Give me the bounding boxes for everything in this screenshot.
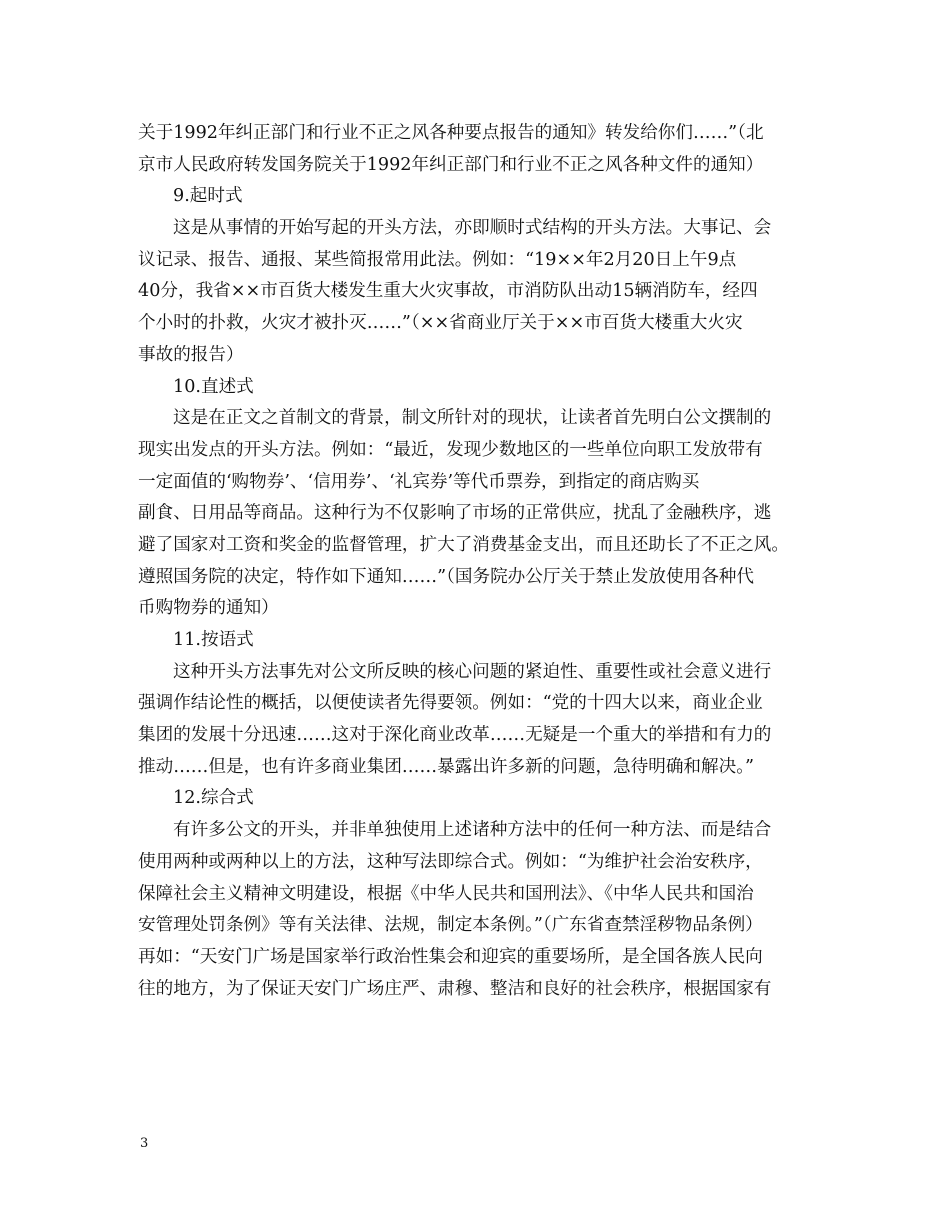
text-line: 11.按语式 — [173, 630, 254, 650]
text-line: 个小时的扑救，火灾才被扑灭……”（××省商业厅关于××市百货大楼重大火灾 — [138, 313, 743, 334]
text-line: 这种开头方法事先对公文所反映的核心问题的紧迫性、重要性或社会意义进行 — [173, 661, 772, 682]
text-line: 这是从事情的开始写起的开头方法，亦即顺时式结构的开头方法。大事记、会 — [173, 218, 772, 239]
text-line: 京市人民政府转发国务院关于1992年纠正部门和行业不正之风各种文件的通知） — [138, 154, 764, 175]
text-line: 议记录、报告、通报、某些简报常用此法。例如：“19××年2月20日上午9点 — [138, 249, 737, 270]
text-line: 现实出发点的开头方法。例如：“最近，发现少数地区的一些单位向职工发放带有 — [138, 439, 763, 460]
text-line: 强调作结论性的概括，以便使读者先得要领。例如：“党的十四大以来，商业企业 — [138, 693, 763, 714]
text-line: 事故的报告） — [138, 344, 244, 365]
text-line: 有许多公文的开头，并非单独使用上述诸种方法中的任何一种方法、而是结合 — [173, 820, 772, 841]
text-line: 币购物券的通知） — [138, 598, 279, 619]
page-number: 3 — [140, 1136, 149, 1151]
text-line: 40分，我省××市百货大楼发生重大火灾事故，市消防队出动15辆消防车，经四 — [138, 281, 758, 302]
document-body — [138, 118, 814, 1005]
text-line: 9.起时式 — [173, 186, 243, 207]
text-line: 集团的发展十分迅速……这对于深化商业改革……无疑是一个重大的举措和有力的 — [138, 725, 772, 746]
text-line: 推动……但是，也有许多商业集团……暴露出许多新的问题，急待明确和解决。” — [138, 756, 754, 777]
text-line: 再如：“天安门广场是国家举行政治性集会和迎宾的重要场所，是全国各族人民向 — [138, 946, 763, 967]
text-line: 关于1992年纠正部门和行业不正之风各种要点报告的通知》转发给你们……”（北 — [138, 123, 764, 143]
text-line: 12.综合式 — [173, 788, 254, 809]
text-line: 使用两种或两种以上的方法，这种写法即综合式。例如：“为维护社会治安秩序， — [138, 851, 763, 872]
text-line: 遵照国务院的决定，特作如下通知……”（国务院办公厅关于禁止发放使用各种代 — [138, 566, 754, 587]
text-line: 避了国家对工资和奖金的监督管理，扩大了消费基金支出，而且还助长了不正之风。 — [138, 534, 789, 555]
text-line: 保障社会主义精神文明建设，根据《中华人民共和国刑法》、《中华人民共和国治 — [138, 883, 754, 904]
text-line: 往的地方，为了保证天安门广场庄严、肃穆、整洁和良好的社会秩序，根据国家有 — [138, 978, 772, 999]
text-line: 安管理处罚条例》等有关法律、法规，制定本条例。”（广东省查禁淫秽物品条例） — [138, 915, 763, 936]
text-line: 这是在正文之首制文的背景，制文所针对的现状，让读者首先明白公文撰制的 — [173, 408, 772, 429]
text-line: 一定面值的‘购物券’、‘信用券’、‘礼宾券’等代币票券，到指定的商店购买 — [138, 471, 700, 492]
text-line: 10.直述式 — [173, 376, 254, 397]
text-line: 副食、日用品等商品。这种行为不仅影响了市场的正常供应，扰乱了金融秩序，逃 — [138, 503, 772, 524]
